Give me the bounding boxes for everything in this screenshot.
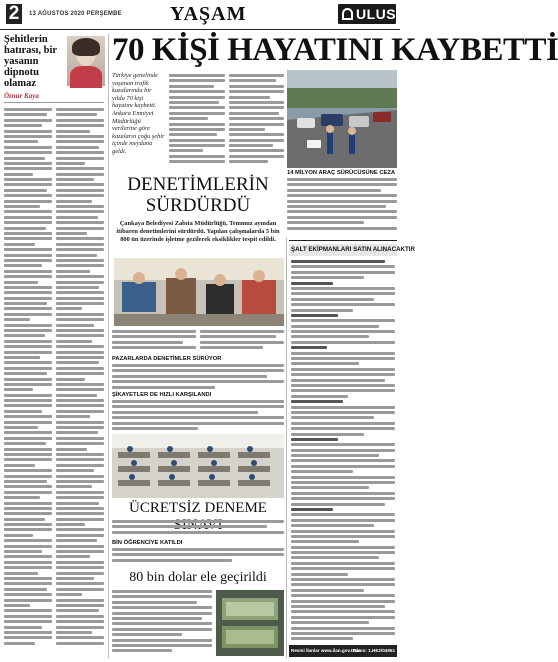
issue-date: 13 AĞUSTOS 2020 PERŞEMBE <box>29 11 122 17</box>
brand-logo-mark <box>342 8 353 20</box>
main-body-col1 <box>169 74 225 170</box>
traffic-scene-image <box>287 70 397 168</box>
page-header <box>0 0 400 30</box>
story3-subhead: BİN ÖĞRENCİYE KATILDI <box>112 540 183 546</box>
story2-body-2 <box>112 364 284 390</box>
notice-footer <box>289 645 397 657</box>
story2-headline: DENETİMLERİN SÜRDÜRDÜ <box>127 174 269 216</box>
story4-photo <box>216 590 284 656</box>
columnist-divider <box>4 102 104 103</box>
page-number: 2 <box>6 4 22 24</box>
section-title: YAŞAM <box>170 3 247 25</box>
story2-body-col2 <box>200 330 284 354</box>
columnist-author: Öznur Kaya <box>4 92 39 100</box>
notice-footer-right: Basın: 1.HE2/04951 <box>352 648 395 653</box>
seized-money-image <box>216 590 284 656</box>
story3-headline: ÜCRETSİZ DENEME <box>129 500 267 516</box>
story2-subhead-1: PAZARLARDA DENETİMLER SÜRÜYOR <box>112 356 222 362</box>
columnist-box <box>4 34 106 658</box>
notice-title-bar <box>289 244 415 256</box>
columnist-photo <box>67 36 105 86</box>
photo-caption: 14 MİLYON ARAÇ SÜRÜCÜSÜNE CEZA <box>287 170 396 176</box>
columnist-photo-body <box>70 66 102 88</box>
story4-body-col1 <box>112 590 212 656</box>
columnist-body-b <box>56 108 104 656</box>
story2-body-3 <box>112 400 284 430</box>
column-rule-2 <box>286 238 287 658</box>
brand-logo-text: ULUS <box>356 6 397 22</box>
story3-photo <box>112 434 284 498</box>
story2-summary: Çankaya Belediyesi Zabıta Müdürlüğü, Temmuz ayından itibaren denetimlerini sürdürdü. Yapılan çalışmalarda 5 bin 800 ün üzerinde işletme gezilerek eksiklikler tespit edildi. <box>116 220 280 243</box>
story2-body-col1 <box>112 330 196 354</box>
notice-footer-left: Resmi İlanlar www.ilan.gov.tr'de <box>291 648 361 653</box>
main-headline: 70 KİŞİ HAYATINI KAYBETTİ <box>112 32 558 68</box>
story2-subhead-2: ŞİKAYETLER DE HIZLI KARŞILANDI <box>112 392 212 398</box>
main-photo <box>287 70 397 168</box>
story2-photo <box>114 258 284 326</box>
photo-caption-body <box>287 178 397 236</box>
story3-body-2 <box>112 548 284 568</box>
columnist-photo-hair <box>72 38 100 56</box>
columnist-body-a <box>4 108 52 656</box>
brand-logo <box>338 4 396 24</box>
story4-headline: 80 bin dolar ele geçirildi <box>129 570 267 585</box>
column-rule <box>108 34 109 658</box>
main-lead: Türkiye genelinde yaşanan trafik kazalarında bir yılda 70 kişi hayatını kaybetti. Ankara Emniyet Müdürlüğü verilerine göre kazaların çoğu şehir içinde meydana geldi. <box>112 72 165 155</box>
main-body-col2 <box>229 74 284 170</box>
story3-body-1 <box>112 520 284 540</box>
market-inspection-image <box>114 258 284 326</box>
notice-title: ŞALT EKİPMANLARI SATIN ALINACAKTIR <box>291 246 415 253</box>
notice-body <box>291 260 395 644</box>
exam-hall-image <box>112 434 284 498</box>
columnist-title: Şehitlerin hatırası, bir yasanın dipnotu olamaz <box>4 34 57 89</box>
notice-box <box>289 240 415 658</box>
